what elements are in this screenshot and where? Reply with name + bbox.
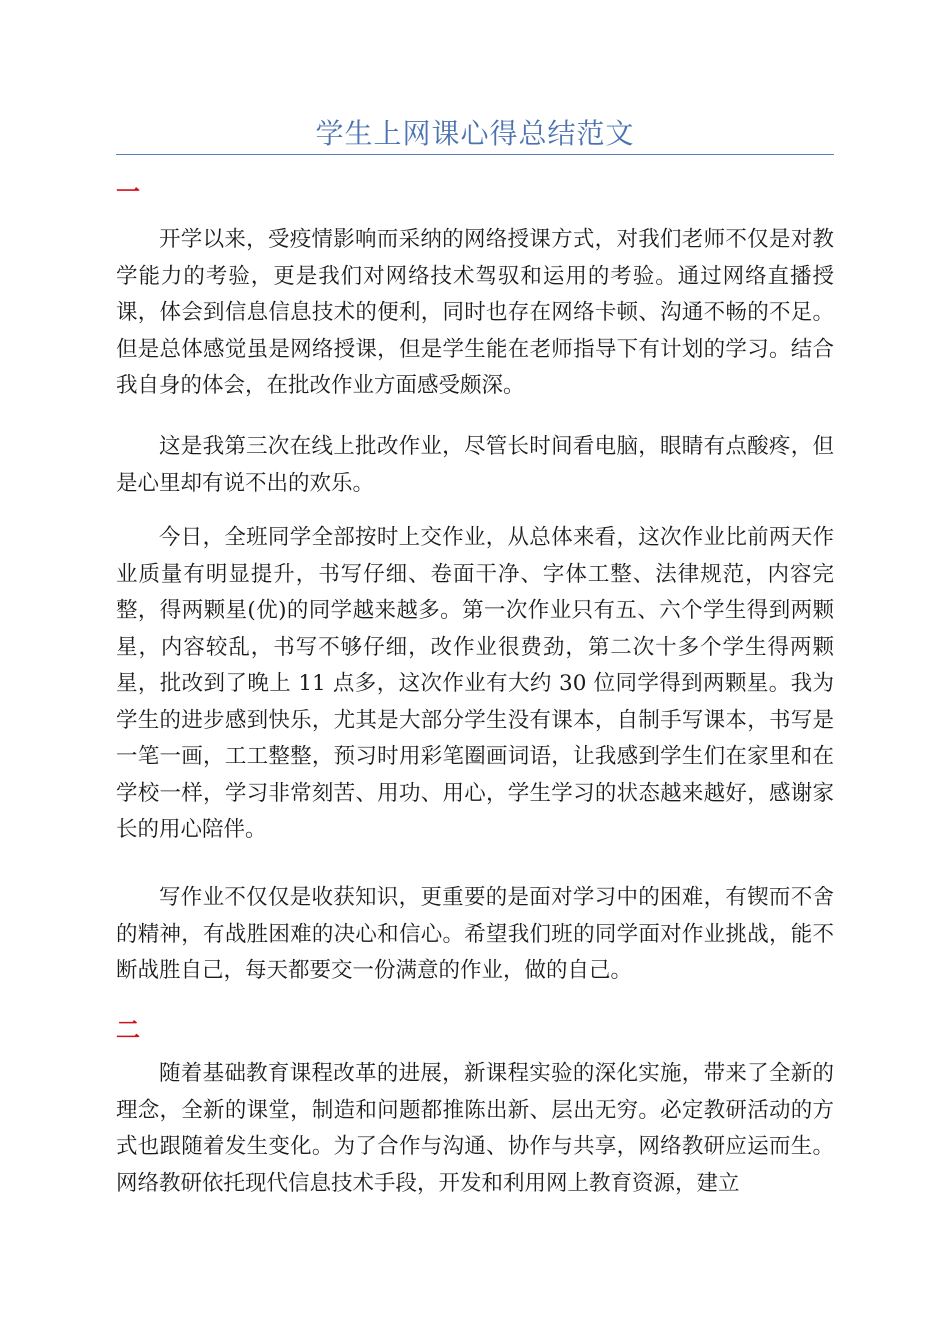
title-underline: [116, 154, 834, 155]
paragraph-text: 今日，全班同学全部按时上交作业，从总体来看，这次作业比前两天作业质量有明显提升，书写仔细、卷面干净、字体工整、法律规范，内容完整，得两颗星(优)的同学越来越多。第一次作业只有五、六个学生得到两颗星，内容较乱，书写不够仔细，改作业很费劲，第二次十多个学生得两颗星，批改到了晚上 11 点多，这次作业有大约 30 位同学得到两颗星。我为学生的进步感到快乐，尤其是大部分学生没有课本，自制手写课本，书写是一笔一画，工工整整，预习时用彩笔圈画词语，让我感到学生们在家里和在学校一样，学习非常刻苦、用功、用心，学生学习的状态越来越好，感谢家长的用心陪伴。: [116, 525, 834, 842]
paragraph-text: 这是我第三次在线上批改作业，尽管长时间看电脑，眼睛有点酸疼，但是心里却有说不出的欢乐。: [116, 434, 834, 496]
paragraph-text: 写作业不仅仅是收获知识，更重要的是面对学习中的困难，有锲而不舍的精神，有战胜困难的决心和信心。希望我们班的同学面对作业挑战，能不断战胜自己，每天都要交一份满意的作业，做的自己。: [116, 885, 834, 983]
section-1-paragraph-3: [116, 520, 834, 849]
section-1-paragraph-1: [116, 222, 834, 405]
section-1-paragraph-4: [116, 880, 834, 990]
section-1-paragraph-2: [116, 429, 834, 502]
paragraph-text: 随着基础教育课程改革的进展，新课程实验的深化实施，带来了全新的理念，全新的课堂，制造和问题都推陈出新、层出无穷。必定教研活动的方式也跟随着发生变化。为了合作与沟通、协作与共享，网络教研应运而生。网络教研依托现代信息技术手段，开发和利用网上教育资源，建立: [116, 1061, 834, 1196]
section-marker-1: 一: [116, 177, 140, 206]
section-2-paragraph-1: [116, 1056, 834, 1202]
document-title: 学生上网课心得总结范文: [315, 117, 635, 150]
paragraph-text: 开学以来，受疫情影响而采纳的网络授课方式，对我们老师不仅是对教学能力的考验，更是我们对网络技术驾驭和运用的考验。通过网络直播授课，体会到信息信息技术的便利，同时也存在网络卡顿、沟通不畅的不足。但是总体感觉虽是网络授课，但是学生能在老师指导下有计划的学习。结合我自身的体会，在批改作业方面感受颇深。: [116, 227, 834, 398]
section-marker-2: 二: [116, 1015, 140, 1044]
